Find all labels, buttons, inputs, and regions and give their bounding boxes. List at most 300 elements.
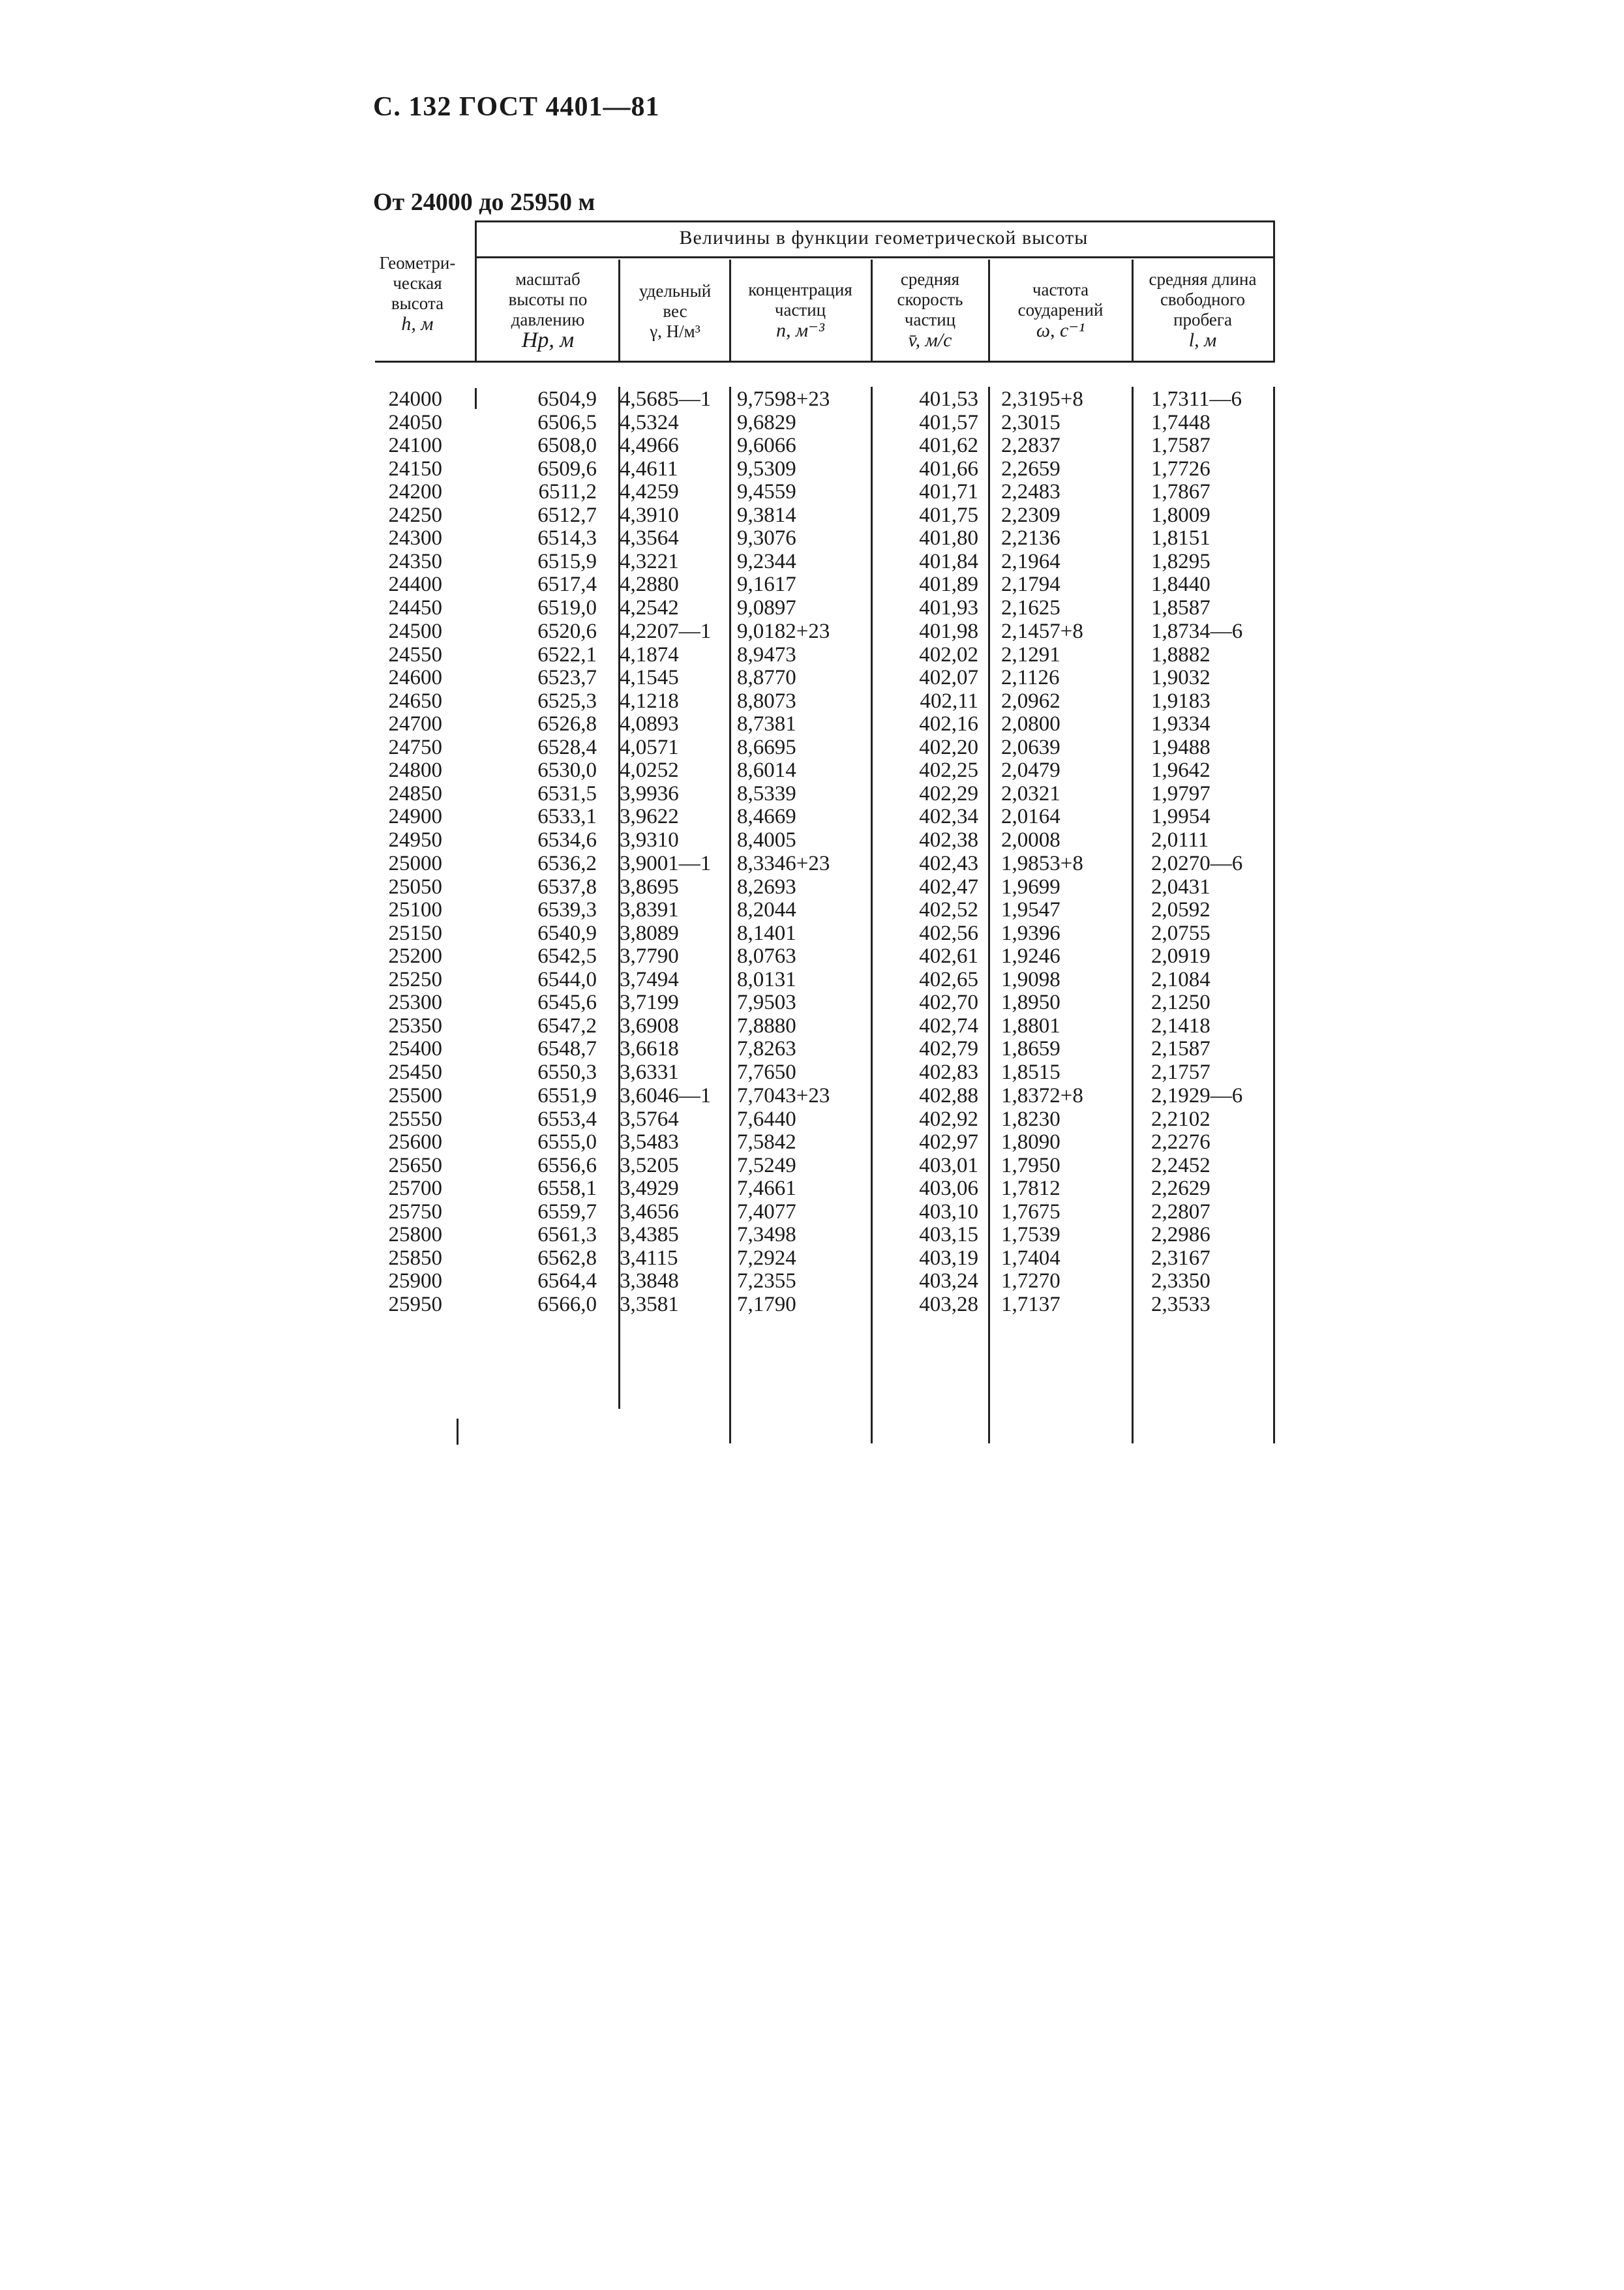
cell-weight: 4,4611 [620,457,678,481]
cell-scale: 6517,4 [537,573,597,596]
cell-frequency: 2,0008 [1001,828,1060,852]
table-row [0,806,1624,829]
cell-scale: 6558,1 [537,1177,597,1200]
table-row [0,597,1624,620]
cell-free-path: 2,2102 [1151,1107,1210,1131]
cell-frequency: 1,7404 [1001,1246,1060,1270]
table-row [0,1247,1624,1271]
cell-speed: 401,57 [919,410,978,434]
cell-frequency: 1,7270 [1001,1269,1060,1293]
cell-speed: 402,25 [919,759,978,782]
cell-scale: 6542,5 [537,944,597,968]
cell-frequency: 2,0321 [1001,781,1060,806]
cell-frequency: 2,2483 [1001,480,1060,504]
cell-height: 24250 [388,503,442,527]
cell-concentration: 9,7598+23 [737,387,830,411]
cell-concentration: 9,3814 [737,503,796,527]
cell-scale: 6553,4 [537,1107,597,1131]
cell-weight: 3,4929 [620,1177,679,1200]
table-row [0,1293,1624,1317]
cell-speed: 402,83 [919,1060,978,1084]
table-row [0,1224,1624,1247]
cell-concentration: 7,4077 [737,1199,796,1224]
cell-weight: 3,6331 [620,1060,679,1084]
header-speed: средняя скорость частиц v̄, м/с [897,269,963,351]
cell-height: 25400 [388,1037,442,1061]
cell-frequency: 1,9853+8 [1001,852,1083,875]
cell-weight: 4,3221 [620,549,679,573]
cell-weight: 4,4966 [620,434,679,457]
cell-free-path: 1,9954 [1151,805,1210,828]
cell-weight: 3,8695 [620,875,679,899]
cell-frequency: 1,9547 [1001,898,1060,922]
cell-concentration: 8,0131 [737,967,796,991]
cell-scale: 6523,7 [537,666,597,689]
cell-frequency: 2,1794 [1001,573,1060,596]
cell-concentration: 8,5339 [737,781,796,806]
cell-height: 25000 [388,852,442,875]
cell-free-path: 2,1929—6 [1151,1084,1243,1107]
table-row [0,783,1624,806]
cell-free-path: 2,2276 [1151,1130,1210,1154]
cell-frequency: 1,8801 [1001,1014,1060,1038]
cell-weight: 3,9310 [620,828,679,852]
cell-scale: 6536,2 [537,852,597,875]
cell-speed: 401,98 [919,620,978,643]
cell-weight: 4,4259 [620,480,679,504]
cell-free-path: 2,0111 [1151,828,1209,852]
table-row [0,969,1624,992]
table-row [0,1015,1624,1038]
cell-speed: 401,66 [919,457,978,481]
cell-concentration: 7,1790 [737,1292,796,1316]
cell-free-path: 1,9032 [1151,666,1210,689]
cell-height: 24200 [388,480,442,504]
cell-frequency: 2,1964 [1001,549,1060,573]
cell-height: 24850 [388,781,442,806]
cell-height: 25650 [388,1153,442,1177]
cell-speed: 402,47 [919,875,978,899]
cell-free-path: 1,8440 [1151,573,1210,596]
cell-free-path: 1,8009 [1151,503,1210,527]
cell-free-path: 1,7448 [1151,410,1210,434]
cell-height: 24100 [388,434,442,457]
cell-concentration: 8,4669 [737,805,796,828]
cell-height: 24000 [388,387,442,411]
cell-scale: 6544,0 [537,967,597,991]
cell-scale: 6534,6 [537,828,597,852]
page-header: С. 132 ГОСТ 4401—81 [373,92,660,122]
cell-speed: 402,65 [919,967,978,991]
cell-speed: 403,24 [919,1269,978,1293]
cell-height: 25800 [388,1223,442,1246]
cell-frequency: 1,8230 [1001,1107,1060,1131]
cell-height: 24650 [388,689,442,713]
cell-scale: 6551,9 [537,1084,597,1107]
cell-free-path: 1,8587 [1151,595,1210,620]
cell-speed: 401,53 [919,387,978,411]
cell-frequency: 2,0962 [1001,689,1060,713]
cell-concentration: 9,0182+23 [737,620,830,643]
cell-frequency: 2,0479 [1001,759,1060,782]
cell-height: 25750 [388,1199,442,1224]
cell-free-path: 2,2807 [1151,1199,1210,1224]
cell-scale: 6508,0 [537,434,597,457]
cell-concentration: 8,8770 [737,666,796,689]
cell-concentration: 8,3346+23 [737,852,830,875]
table-row [0,829,1624,852]
cell-free-path: 1,7867 [1151,480,1210,504]
cell-frequency: 2,2659 [1001,457,1060,481]
cell-free-path: 2,1418 [1151,1014,1210,1038]
divider-1 [475,220,477,363]
cell-speed: 402,61 [919,944,978,968]
cell-concentration: 7,9503 [737,991,796,1014]
cell-scale: 6548,7 [537,1037,597,1061]
cell-speed: 401,75 [919,503,978,527]
cell-weight: 3,5483 [620,1130,679,1154]
cell-height: 25250 [388,967,442,991]
cell-scale: 6559,7 [537,1199,597,1224]
header-frequency: частота соударений ω, с⁻¹ [1017,279,1104,341]
cell-scale: 6504,9 [537,387,597,411]
cell-speed: 402,02 [919,642,978,667]
range-title: От 24000 до 25950 м [373,188,595,216]
cell-height: 25100 [388,898,442,922]
cell-frequency: 1,9699 [1001,875,1060,899]
cell-height: 25850 [388,1246,442,1270]
cell-weight: 4,1874 [620,642,679,667]
table-row [0,1270,1624,1293]
table-row [0,690,1624,714]
cell-weight: 4,5324 [620,410,679,434]
cell-free-path: 2,2986 [1151,1223,1210,1246]
cell-frequency: 1,8372+8 [1001,1084,1083,1107]
cell-free-path: 2,3533 [1151,1292,1210,1316]
cell-speed: 401,89 [919,573,978,596]
cell-speed: 402,16 [919,712,978,736]
cell-concentration: 7,8880 [737,1014,796,1038]
cell-free-path: 2,1587 [1151,1037,1210,1061]
cell-concentration: 9,6066 [737,434,796,457]
cell-speed: 403,19 [919,1246,978,1270]
cell-concentration: 9,5309 [737,457,796,481]
cell-scale: 6526,8 [537,712,597,736]
cell-free-path: 2,3167 [1151,1246,1210,1270]
cell-height: 24300 [388,526,442,550]
cell-frequency: 1,7812 [1001,1177,1060,1200]
cell-frequency: 1,8090 [1001,1130,1060,1154]
cell-speed: 403,06 [919,1177,978,1200]
cell-speed: 402,43 [919,852,978,875]
cell-speed: 401,71 [919,480,978,504]
cell-weight: 3,7199 [620,991,679,1014]
cell-height: 25350 [388,1014,442,1038]
table-row [0,1201,1624,1224]
divider-3 [729,260,731,363]
cell-height: 25950 [388,1292,442,1316]
table-top-rule [475,220,1274,222]
group-title: Величины в функции геометрической высоты [679,227,1089,249]
cell-scale: 6514,3 [537,526,597,550]
table-row [0,876,1624,899]
cell-height: 24600 [388,666,442,689]
table-row [0,573,1624,597]
cell-weight: 4,3564 [620,526,679,550]
cell-weight: 4,2542 [620,595,679,620]
cell-free-path: 1,9334 [1151,712,1210,736]
cell-scale: 6555,0 [537,1130,597,1154]
cell-free-path: 1,9797 [1151,781,1210,806]
cell-weight: 4,1218 [620,689,679,713]
header-height: Геометри- ческая высота h, м [379,253,456,335]
cell-height: 25450 [388,1060,442,1084]
cell-scale: 6525,3 [537,689,597,713]
cell-speed: 402,29 [919,781,978,806]
cell-scale: 6528,4 [537,735,597,759]
cell-height: 24350 [388,549,442,573]
table-row [0,550,1624,574]
cell-weight: 3,7790 [620,944,679,968]
cell-frequency: 2,3015 [1001,410,1060,434]
cell-weight: 3,9936 [620,781,679,806]
table-row [0,899,1624,922]
cell-height: 24450 [388,595,442,620]
cell-free-path: 1,8882 [1151,642,1210,667]
table-row [0,388,1624,412]
cell-height: 24700 [388,712,442,736]
cell-speed: 402,20 [919,735,978,759]
cell-speed: 403,01 [919,1153,978,1177]
cell-scale: 6506,5 [537,410,597,434]
cell-concentration: 8,1401 [737,921,796,945]
table-row [0,667,1624,690]
cell-frequency: 1,9098 [1001,967,1060,991]
cell-concentration: 7,2355 [737,1269,796,1293]
header-concentration: концентрация частиц n, м⁻³ [748,279,852,341]
cell-concentration: 8,9473 [737,642,796,667]
cell-scale: 6540,9 [537,921,597,945]
cell-free-path: 2,1084 [1151,967,1210,991]
cell-scale: 6539,3 [537,898,597,922]
cell-weight: 3,6046—1 [620,1084,712,1107]
table-row [0,458,1624,481]
table-row [0,1038,1624,1061]
cell-height: 24900 [388,805,442,828]
cell-frequency: 1,7675 [1001,1199,1060,1224]
cell-free-path: 1,8734—6 [1151,620,1243,643]
cell-scale: 6520,6 [537,620,597,643]
cell-frequency: 1,7539 [1001,1223,1060,1246]
table-row [0,1154,1624,1178]
cell-scale: 6564,4 [537,1269,597,1293]
header-bottom-rule [375,361,1274,363]
table-row [0,620,1624,644]
cell-concentration: 7,7043+23 [737,1084,830,1107]
cell-speed: 401,84 [919,549,978,573]
cell-concentration: 7,2924 [737,1246,796,1270]
table-row [0,759,1624,783]
cell-speed: 403,10 [919,1199,978,1224]
cell-speed: 402,34 [919,805,978,828]
cell-free-path: 2,0919 [1151,944,1210,968]
row-block [0,1085,1624,1317]
cell-frequency: 1,7950 [1001,1153,1060,1177]
table-row [0,412,1624,435]
cell-weight: 3,9622 [620,805,679,828]
cell-concentration: 9,4559 [737,480,796,504]
cell-speed: 402,70 [919,991,978,1014]
cell-height: 25550 [388,1107,442,1131]
table-row [0,922,1624,946]
cell-weight: 4,5685—1 [620,387,712,411]
cell-speed: 401,80 [919,526,978,550]
cell-concentration: 8,6695 [737,735,796,759]
cell-free-path: 1,7311—6 [1151,387,1242,411]
cell-concentration: 9,6829 [737,410,796,434]
cell-weight: 3,5205 [620,1153,679,1177]
cell-concentration: 8,2044 [737,898,796,922]
cell-frequency: 1,8950 [1001,991,1060,1014]
cell-frequency: 1,9396 [1001,921,1060,945]
cell-free-path: 1,8151 [1151,526,1210,550]
cell-weight: 3,8391 [620,898,679,922]
cell-scale: 6522,1 [537,642,597,667]
cell-concentration: 8,4005 [737,828,796,852]
table-body [0,388,1624,1317]
cell-concentration: 8,6014 [737,759,796,782]
cell-free-path: 2,0755 [1151,921,1210,945]
cell-frequency: 2,1291 [1001,642,1060,667]
cell-height: 24500 [388,620,442,643]
table-row [0,991,1624,1015]
cell-speed: 402,52 [919,898,978,922]
cell-weight: 4,0252 [620,759,679,782]
row-block [0,852,1624,1085]
cell-frequency: 2,2837 [1001,434,1060,457]
cell-scale: 6561,3 [537,1223,597,1246]
cell-frequency: 1,8659 [1001,1037,1060,1061]
cell-weight: 4,0571 [620,735,679,759]
cell-speed: 402,11 [920,689,978,713]
cell-scale: 6556,6 [537,1153,597,1177]
cell-frequency: 2,3195+8 [1001,387,1083,411]
cell-height: 25150 [388,921,442,945]
cell-concentration: 7,6440 [737,1107,796,1131]
cell-frequency: 2,2136 [1001,526,1060,550]
cell-free-path: 2,1757 [1151,1060,1210,1084]
cell-free-path: 2,0431 [1151,875,1210,899]
cell-scale: 6537,8 [537,875,597,899]
table-row [0,1108,1624,1132]
cell-speed: 402,56 [919,921,978,945]
cell-speed: 402,07 [919,666,978,689]
table-row [0,852,1624,876]
cell-weight: 3,4656 [620,1199,679,1224]
cell-scale: 6562,8 [537,1246,597,1270]
cell-height: 24950 [388,828,442,852]
cell-weight: 4,2880 [620,573,679,596]
cell-scale: 6533,1 [537,805,597,828]
cell-concentration: 9,1617 [737,573,796,596]
header-free-path: средняя длина свободного пробега l, м [1149,269,1257,351]
cell-frequency: 2,0800 [1001,712,1060,736]
cell-speed: 403,28 [919,1292,978,1316]
cell-frequency: 2,0639 [1001,735,1060,759]
cell-concentration: 7,4661 [737,1177,796,1200]
cell-concentration: 9,2344 [737,549,796,573]
table-row [0,736,1624,760]
cell-free-path: 1,9488 [1151,735,1210,759]
cell-scale: 6547,2 [537,1014,597,1038]
table-row [0,504,1624,528]
cell-scale: 6545,6 [537,991,597,1014]
cell-concentration: 7,3498 [737,1223,796,1246]
cell-speed: 401,93 [919,595,978,620]
cell-height: 24400 [388,573,442,596]
divider-4 [871,260,873,363]
cell-weight: 3,9001—1 [620,852,712,875]
table-row [0,1061,1624,1085]
cell-scale: 6531,5 [537,781,597,806]
cell-weight: 3,8089 [620,921,679,945]
row-block [0,388,1624,620]
cell-scale: 6509,6 [537,457,597,481]
cell-free-path: 1,7726 [1151,457,1210,481]
cell-weight: 4,0893 [620,712,679,736]
cell-weight: 3,6618 [620,1037,679,1061]
cell-weight: 3,7494 [620,967,679,991]
cell-height: 25300 [388,991,442,1014]
cell-frequency: 1,7137 [1001,1292,1060,1316]
cell-height: 24050 [388,410,442,434]
table-row [0,644,1624,667]
cell-height: 24750 [388,735,442,759]
cell-weight: 3,4385 [620,1223,679,1246]
cell-height: 24550 [388,642,442,667]
cell-scale: 6550,3 [537,1060,597,1084]
header-scale: масштаб высоты по давлению Hр, м [508,269,588,352]
table-row [0,1085,1624,1108]
cell-concentration: 7,5842 [737,1130,796,1154]
cell-height: 25600 [388,1130,442,1154]
cell-concentration: 7,8263 [737,1037,796,1061]
cell-free-path: 1,8295 [1151,549,1210,573]
cell-free-path: 1,7587 [1151,434,1210,457]
divider-2 [618,260,620,363]
header-weight: удельный вес γ, Н/м³ [639,280,712,341]
divider-left-tail [457,1419,459,1445]
cell-concentration: 8,2693 [737,875,796,899]
cell-speed: 402,38 [919,828,978,852]
row-block [0,620,1624,852]
table-row [0,945,1624,969]
cell-frequency: 1,9246 [1001,944,1060,968]
cell-concentration: 9,3076 [737,526,796,550]
cell-weight: 3,4115 [620,1246,678,1270]
cell-free-path: 1,9642 [1151,759,1210,782]
cell-speed: 402,74 [919,1014,978,1038]
cell-frequency: 2,1457+8 [1001,620,1083,643]
cell-concentration: 7,5249 [737,1153,796,1177]
cell-scale: 6530,0 [537,759,597,782]
cell-height: 25200 [388,944,442,968]
table-row [0,713,1624,736]
cell-height: 24150 [388,457,442,481]
group-underline [475,256,1274,258]
cell-height: 25050 [388,875,442,899]
cell-height: 25900 [388,1269,442,1293]
